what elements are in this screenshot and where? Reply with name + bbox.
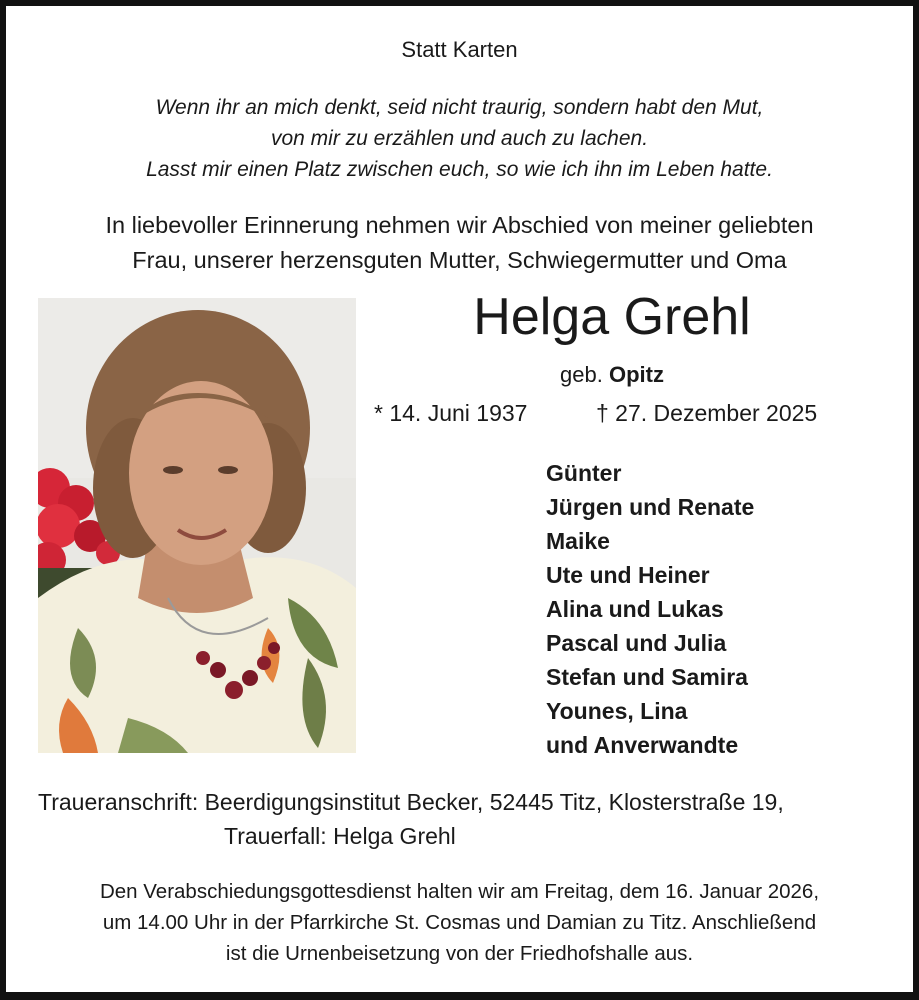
- mourners-list: [546, 456, 754, 762]
- service-line: ist die Urnenbeisetzung von der Friedhofshalle aus.: [225, 942, 694, 965]
- service-line: um 14.00 Uhr in der Pfarrkirche St. Cosmas und Damian zu Titz. Anschließend: [102, 911, 817, 934]
- service-line: Den Verabschiedungsgottesdienst halten wir am Freitag, dem 16. Januar 2026,: [99, 880, 820, 903]
- mourner: Maike: [546, 528, 610, 554]
- quote-line: von mir zu erzählen und auch zu lachen.: [270, 127, 649, 150]
- maiden-surname: Opitz: [608, 362, 664, 387]
- mourner: Jürgen und Renate: [546, 494, 755, 520]
- birth-date: * 14. Juni 1937: [374, 400, 528, 426]
- mourning-case: Trauerfall: Helga Grehl: [224, 823, 456, 849]
- mourner: Younes, Lina: [546, 698, 688, 724]
- mourner: Stefan und Samira: [546, 664, 748, 690]
- maiden-prefix: geb.: [560, 362, 603, 387]
- intro-line: Frau, unserer herzensguten Mutter, Schwiegermutter und Oma: [132, 247, 787, 273]
- mourner: Alina und Lukas: [546, 596, 724, 622]
- mourner: und Anverwandte: [546, 732, 739, 758]
- portrait-photo: [38, 298, 356, 753]
- mourning-address: Traueranschrift: Beerdigungsinstitut Becker, 52445 Titz, Klosterstraße 19,: [38, 789, 784, 815]
- mourner: Günter: [546, 460, 622, 486]
- maiden-name: [312, 362, 912, 388]
- death-date: † 27. Dezember 2025: [596, 400, 818, 426]
- service-info: [6, 876, 913, 969]
- deceased-name: Helga Grehl: [473, 288, 751, 346]
- quote-line: Lasst mir einen Platz zwischen euch, so wie ich ihn im Leben hatte.: [146, 158, 773, 181]
- memorial-quote: [6, 92, 913, 185]
- mourner: Pascal und Julia: [546, 630, 727, 656]
- mourner: Ute und Heiner: [546, 562, 710, 588]
- quote-line: Wenn ihr an mich denkt, seid nicht traurig, sondern habt den Mut,: [155, 96, 764, 119]
- intro-text: [6, 208, 913, 278]
- notice-heading: Statt Karten: [401, 37, 518, 62]
- intro-line: In liebevoller Erinnerung nehmen wir Abschied von meiner geliebten: [105, 212, 814, 238]
- portrait-illustration: [38, 298, 356, 753]
